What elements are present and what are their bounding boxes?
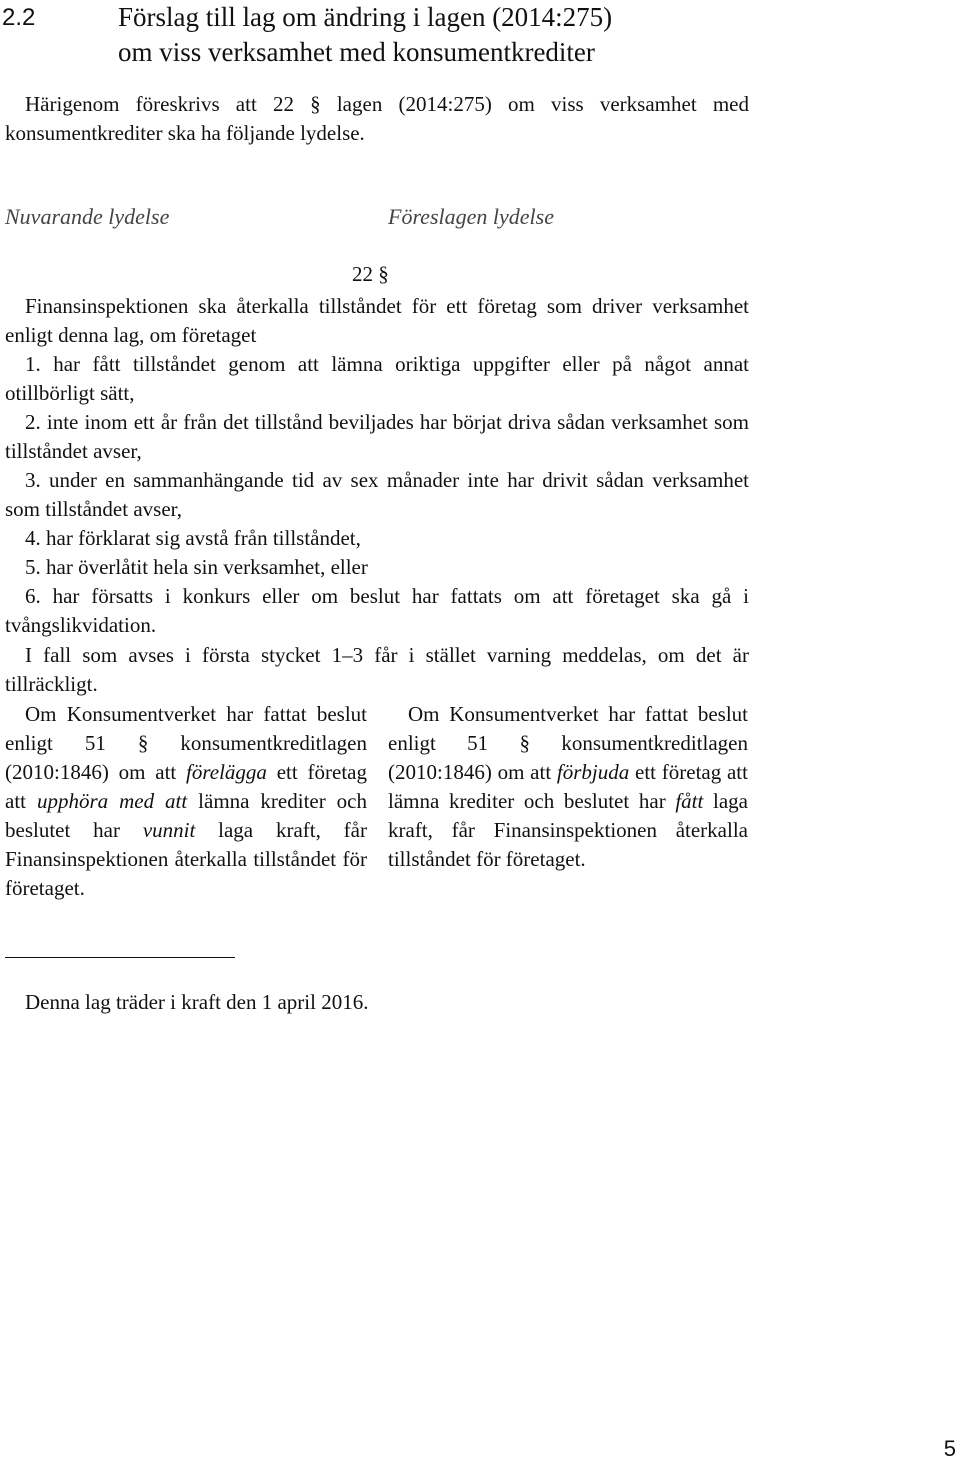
current-text-italic-2: upphöra med att (36, 789, 188, 813)
list-item-5: 5. har överlåtit hela sin verksamhet, eller (25, 555, 368, 579)
current-wording-label: Nuvarande lydelse (5, 204, 170, 229)
list-item-6: 6. har försatts i konkurs eller om beslut har fattats om att företaget ska gå i tvångslikvidation. (5, 584, 749, 637)
section-second-paragraph: I fall som avses i första stycket 1–3 får i stället varning meddelas, om det är tillräckligt. (5, 643, 749, 696)
footnote-rule (5, 957, 235, 958)
proposed-text-part-2: ett företag att lämna krediter och beslutet har (388, 760, 748, 813)
proposed-text-italic-2: fått (675, 789, 704, 813)
current-text-italic-3: vunnit (142, 818, 196, 842)
heading-title-line-1: Förslag till lag om ändring i lagen (2014:275) (118, 2, 613, 32)
heading-number: 2.2 (2, 4, 36, 31)
list-item-1: 1. har fått tillståndet genom att lämna oriktiga uppgifter eller på något annat otillbörligt sätt, (5, 352, 749, 405)
current-wording-text (5, 700, 367, 903)
proposed-text-italic-1: förbjuda (556, 760, 630, 784)
proposed-wording-text (388, 700, 748, 874)
section-number: 22 § (352, 262, 389, 286)
current-text-part-3: lämna krediter och beslutet har (5, 789, 367, 842)
page-number: 5 (943, 1436, 956, 1461)
current-text-italic-1: förelägga (186, 760, 267, 784)
proposed-wording-label: Föreslagen lydelse (388, 204, 554, 229)
entry-into-force-text: Denna lag träder i kraft den 1 april 2016. (25, 990, 369, 1014)
list-item-2: 2. inte inom ett år från det tillstånd beviljades har börjat driva sådan verksamhet som tillståndet avser, (5, 410, 749, 463)
current-text-part-4: laga kraft, får Finansinspektionen återkalla tillståndet för företaget. (5, 818, 367, 900)
list-item-4: 4. har förklarat sig avstå från tillståndet, (25, 526, 361, 550)
intro-paragraph: Härigenom föreskrivs att 22 § lagen (2014:275) om viss verksamhet med konsumentkrediter ska ha följande lydelse. (5, 92, 749, 145)
proposed-text-part-1: Om Konsumentverket har fattat beslut enligt 51 § konsumentkreditlagen (2010:1846) om att (388, 702, 748, 784)
list-item-3: 3. under en sammanhängande tid av sex månader inte har drivit sådan verksamhet som tillståndet avser, (5, 468, 749, 521)
current-text-part-2: ett företag att (5, 760, 367, 813)
heading-title-line-2: om viss verksamhet med konsumentkrediter (118, 37, 595, 67)
section-lead: Finansinspektionen ska återkalla tillståndet för ett företag som driver verksamhet enligt denna lag, om företaget (5, 294, 749, 347)
current-text-part-1: Om Konsumentverket har fattat beslut enligt 51 § konsumentkreditlagen (2010:1846) om att (5, 702, 367, 784)
heading-title (118, 0, 758, 70)
proposed-text-part-3: laga kraft, får Finansinspektionen återkalla tillståndet för företaget. (388, 789, 748, 871)
